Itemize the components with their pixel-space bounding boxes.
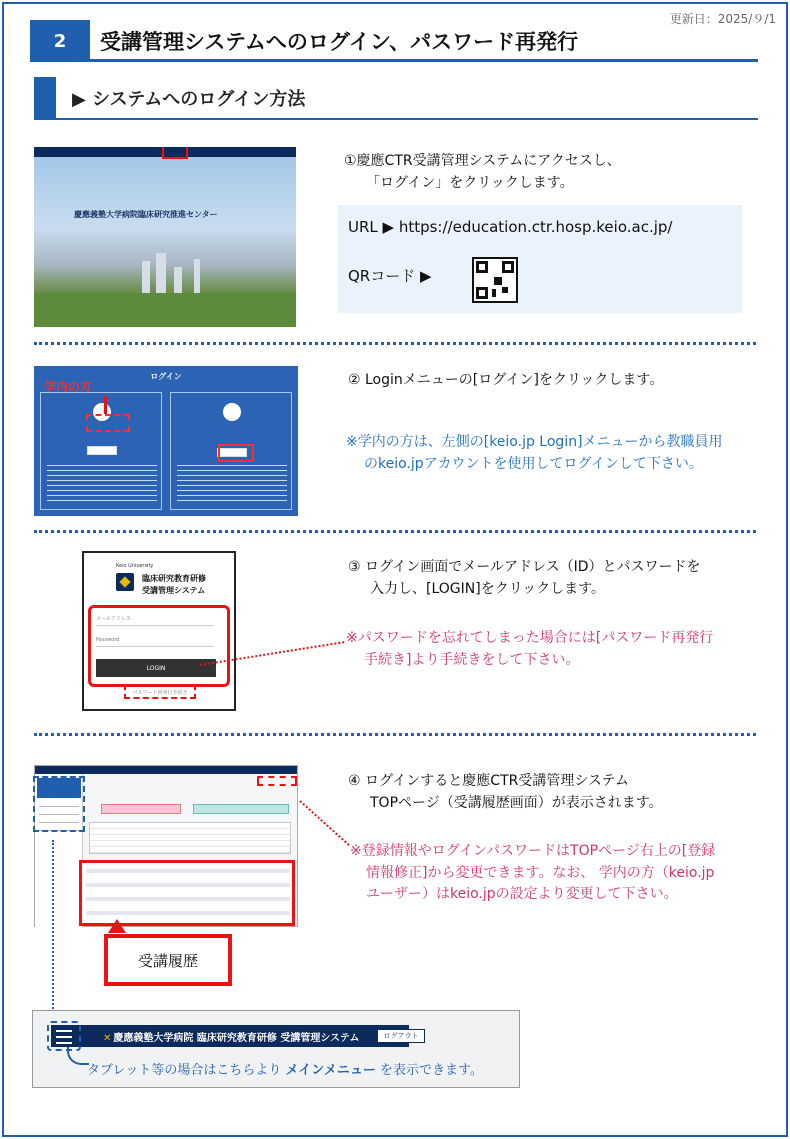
step4-note-line2: 情報修正]から変更できます。なお、 学内の方（keio.jp [366, 864, 715, 881]
step2-note-line2: のkeio.jpアカウントを使用してログインして下さい。 [364, 455, 703, 472]
step4-note-line3: ユーザー）はkeio.jpの設定より変更して下さい。 [366, 886, 678, 903]
top-bar [35, 766, 297, 774]
email-field[interactable]: メールアドレス [96, 615, 214, 626]
step3-line1: ③ ログイン画面でメールアドレス（ID）とパスワードを [348, 559, 701, 575]
step1-screenshot [34, 147, 296, 327]
chapter-number: 2 [30, 20, 90, 62]
history-label: 受講履歴 [104, 934, 232, 986]
divider [34, 342, 756, 345]
keio-highlight-box [86, 414, 130, 432]
step3-note [346, 628, 713, 671]
step4-note [350, 841, 715, 906]
arrow-up-icon [108, 919, 126, 933]
step2-note-line1: ※学内の方は、左側の[keio.jp Login]メニューから教職員用 [346, 434, 723, 450]
step3-text [348, 557, 701, 600]
step4-screenshot [34, 765, 298, 927]
divider [34, 733, 756, 736]
qr-code-icon [472, 257, 518, 303]
keio-login-button[interactable] [87, 446, 117, 455]
profile-edit-highlight [257, 776, 297, 786]
url-box [338, 205, 742, 313]
step1-line1: ①慶應CTR受講管理システムにアクセスし、 [344, 153, 621, 169]
step4-line2: TOPページ（受講履歴画面）が表示されます。 [370, 794, 663, 811]
login-highlight-box [218, 444, 254, 462]
system-name: 臨床研究教育研修 受講管理システム [142, 574, 206, 595]
step3-line2: 入力し、[LOGIN]をクリックします。 [370, 580, 606, 597]
step3-note-line2: 手続き]より手続きをして下さい。 [364, 651, 580, 668]
section-bar [34, 77, 56, 119]
divider [34, 530, 756, 533]
building [194, 259, 200, 297]
menu-pointer-line [52, 840, 54, 1020]
keio-crest-icon [116, 573, 134, 591]
red-arrow-icon [104, 396, 107, 414]
building [142, 261, 150, 297]
password-reset-link[interactable]: パスワード再発行手続き [124, 685, 196, 699]
login-highlight-box [162, 147, 188, 159]
updated-date: 更新日：2025/９/1 [669, 12, 776, 26]
keio-login-panel [40, 392, 162, 510]
step4-text [348, 771, 663, 814]
qr-label: QRコード ▶ [348, 267, 432, 285]
site-logo-text: 慶應義塾大学病院臨床研究推進センター [74, 210, 218, 219]
step3-note-line1: ※パスワードを忘れてしまった場合には[パスワード再発行 [346, 630, 714, 646]
menu-highlight [33, 776, 85, 832]
green-action-button[interactable] [193, 804, 289, 814]
password-field[interactable]: Password [96, 637, 214, 647]
section-title: ▶ システムへのログイン方法 [72, 89, 306, 110]
step1-text [344, 151, 621, 194]
step3-screenshot [82, 551, 236, 711]
tablet-header-bar [51, 1025, 419, 1047]
building [156, 253, 166, 297]
chapter-header [30, 20, 758, 62]
step1-line2: 「ログイン」をクリックします。 [366, 174, 574, 191]
step2-screenshot [34, 366, 298, 516]
tablet-caption: タブレット等の場合はこちらより メインメニュー を表示できます。 [87, 1063, 483, 1078]
panel-text-lines [177, 465, 287, 505]
login-button[interactable]: LOGIN [96, 659, 216, 677]
login-menu-title: ログイン [150, 372, 182, 381]
lawn [34, 293, 296, 327]
chapter-title: 受講管理システムへのログイン、パスワード再発行 [100, 30, 579, 54]
logout-button[interactable]: ログアウト [377, 1029, 425, 1043]
step2-note [346, 432, 723, 475]
system-title: ✕ 慶應義塾大学病院 臨床研究教育研修 受講管理システム [103, 1033, 360, 1044]
step4-note-line1: ※登録情報やログインパスワードはTOPページ右上の[登録 [350, 843, 716, 859]
url-link[interactable]: URL ▶ https://education.ctr.hosp.keio.ac.jp/ [348, 218, 673, 236]
tablet-example [32, 1010, 520, 1088]
section-header [34, 78, 758, 120]
university-label: Keio University [116, 563, 154, 569]
news-table [89, 822, 291, 854]
pointer-curve [67, 1047, 89, 1065]
panel-text-lines [47, 465, 157, 505]
step4-line1: ④ ログインすると慶應CTR受講管理システム [348, 773, 629, 789]
flask-icon [223, 403, 241, 421]
step2-text: ② Loginメニューの[ログイン]をクリックします。 [348, 372, 664, 388]
pink-action-button[interactable] [101, 804, 181, 814]
inside-label: 学内の方 [44, 380, 93, 394]
history-highlight [79, 860, 295, 926]
